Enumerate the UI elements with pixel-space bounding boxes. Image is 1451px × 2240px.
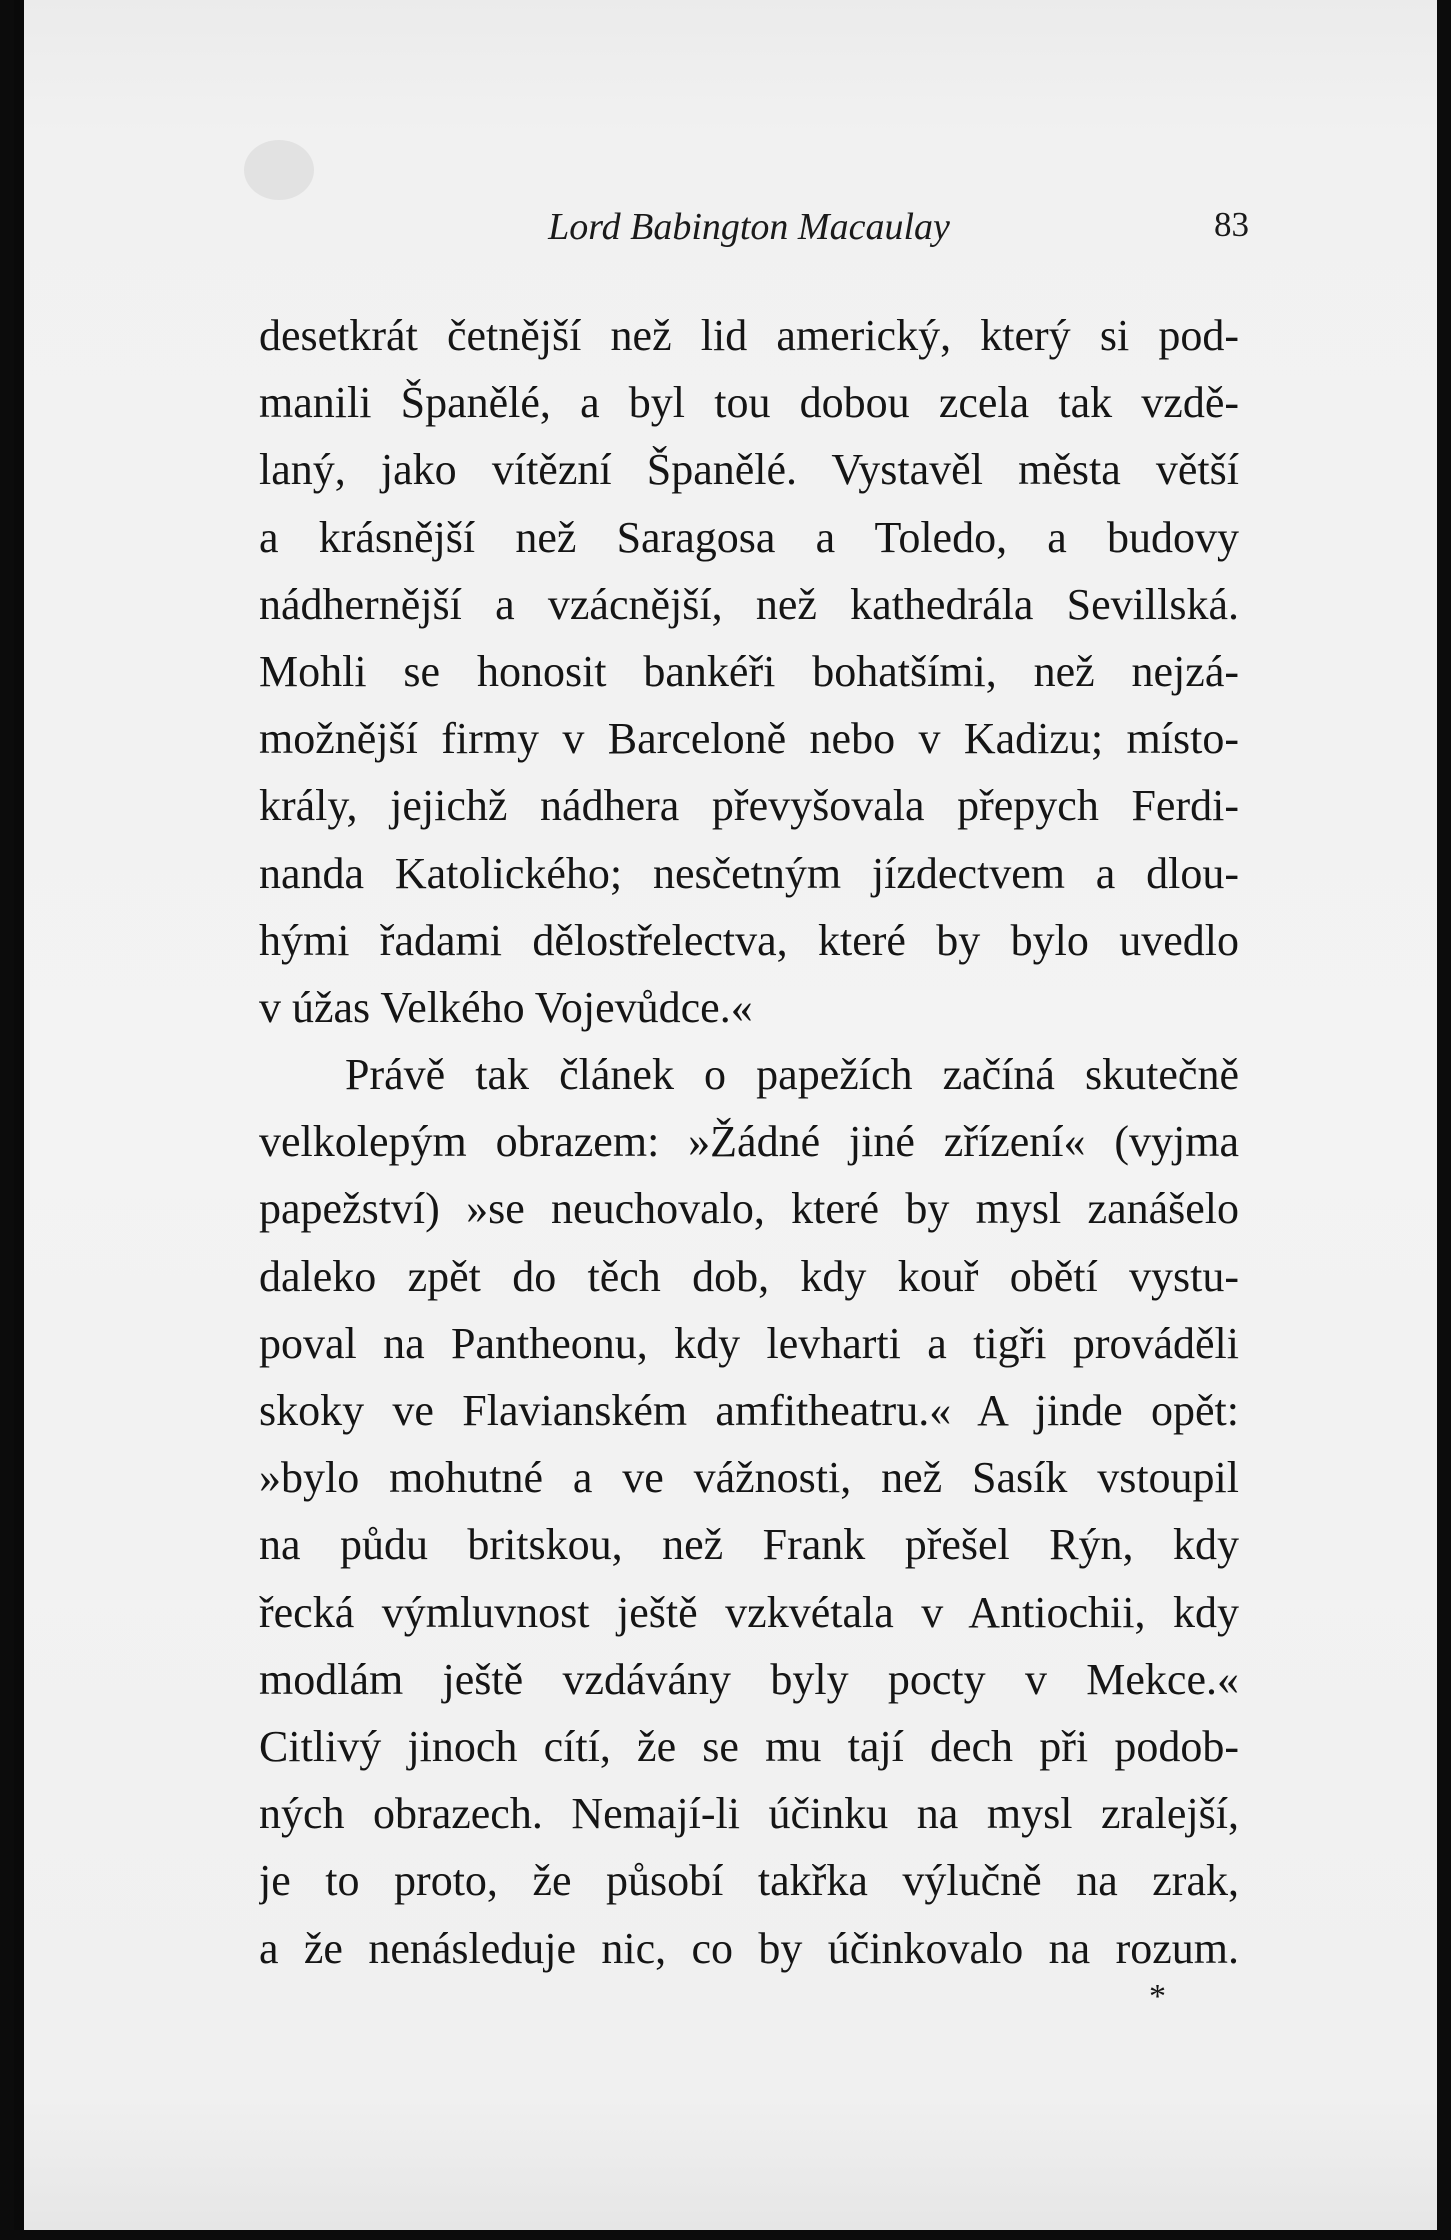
page-gutter-edge (14, 0, 24, 2230)
running-title: Lord Babington Macaulay (548, 206, 950, 248)
section-ornament-asterisk: * (1149, 1978, 1166, 2015)
text-line: Právě tak článek o papežích začíná skutečně (345, 1050, 1239, 1100)
running-head (249, 205, 1249, 255)
text-line: nanda Katolického; nesčetným jízdectvem a dlou- (259, 848, 1239, 898)
text-line: velkolepým obrazem: »Žádné jiné zřízení« (vyjma (259, 1117, 1239, 1167)
text-line: desetkrát četnější než lid americký, který si pod- (259, 311, 1239, 360)
page-number: 83 (1214, 205, 1249, 244)
text-line: a že nenásleduje nic, co by účinkovalo na rozum. (259, 1923, 1239, 1973)
text-line: řecká výmluvnost ještě vzkvétala v Antiochii, kdy (259, 1587, 1239, 1637)
text-line: na půdu britskou, než Frank přešel Rýn, kdy (259, 1520, 1239, 1570)
text-line: daleko zpět do těch dob, kdy kouř obětí vystu- (259, 1251, 1239, 1301)
text-line: laný, jako vítězní Španělé. Vystavěl města větší (259, 445, 1239, 495)
text-line: ných obrazech. Nemají-li účinku na mysl zralejší, (259, 1789, 1239, 1839)
text-line: skoky ve Flavianském amfitheatru.« A jinde opět: (259, 1386, 1239, 1435)
text-line: nádhernější a vzácnější, než kathedrála Sevillská. (259, 579, 1239, 629)
text-line: »bylo mohutné a ve vážnosti, než Sasík vstoupil (259, 1453, 1239, 1503)
text-line: poval na Pantheonu, kdy levharti a tigři prováděli (259, 1318, 1239, 1368)
text-line: a krásnější než Saragosa a Toledo, a budovy (259, 512, 1239, 562)
text-line: hými řadami dělostřelectva, které by bylo uvedlo (259, 915, 1239, 965)
text-line: krály, jejichž nádhera převyšovala přepych Ferdi- (259, 781, 1239, 831)
text-line: Citlivý jinoch cítí, že se mu tají dech při podob- (259, 1721, 1239, 1771)
paper-stain (244, 140, 314, 200)
text-line: je to proto, že působí takřka výlučně na zrak, (259, 1856, 1239, 1906)
text-line: v úžas Velkého Vojevůdce.« (259, 982, 753, 1032)
book-page (14, 0, 1437, 2230)
text-line: možnější firmy v Barceloně nebo v Kadizu; místo- (259, 714, 1239, 764)
text-line: Mohli se honosit bankéři bohatšími, než nejzá- (259, 646, 1239, 696)
body-text (259, 302, 1239, 1982)
text-line: modlám ještě vzdávány byly pocty v Mekce.« (259, 1654, 1239, 1704)
text-line: papežství) »se neuchovalo, které by mysl zanášelo (259, 1184, 1239, 1234)
text-line: manili Španělé, a byl tou dobou zcela tak vzdě- (259, 378, 1239, 428)
